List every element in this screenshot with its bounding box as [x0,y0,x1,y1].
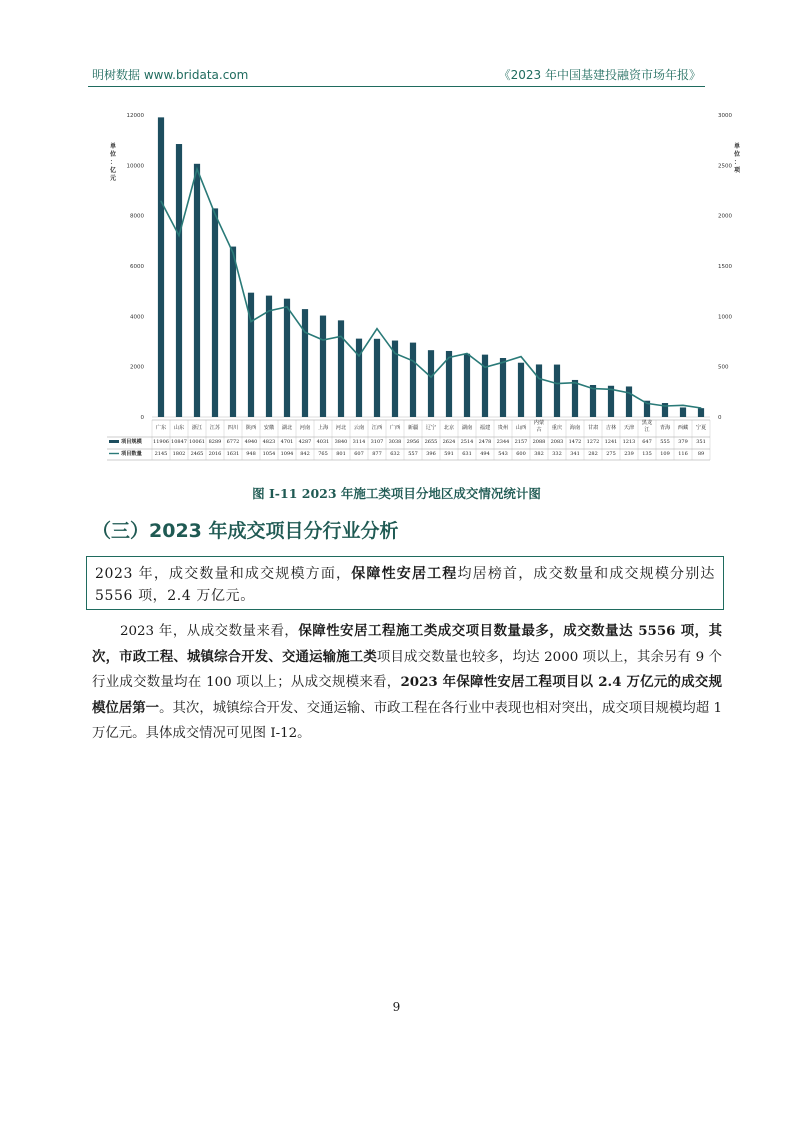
count-value-label: 1631 [226,451,240,457]
bar-value-label: 2344 [496,439,510,445]
category-label: 广东 [155,425,167,431]
category-label: 海南 [569,425,581,431]
y-left-tick-label: 12000 [126,113,144,119]
y-left-tick-label: 4000 [130,314,144,321]
bar [482,355,488,417]
bar [680,407,686,417]
line-point [376,328,377,329]
count-value-label: 591 [444,451,454,457]
category-label: 北京 [443,425,455,431]
line-point [646,403,647,404]
bar [536,364,542,417]
line-point [322,339,323,340]
count-value-label: 135 [642,451,652,457]
line-point [448,357,449,358]
bar-value-label: 3114 [352,439,366,445]
category-label: 浙江 [191,425,203,431]
line-point [700,407,701,408]
category-label: 山西 [515,425,527,431]
category-label: 江西 [371,425,383,431]
para-text-1: 2023 年，从成交数量来看， [120,624,299,639]
line-point [160,200,161,201]
line-point [664,405,665,406]
line-point [592,388,593,389]
line-point [466,353,467,354]
y-right-tick-label: 1000 [718,314,732,321]
para-text-3: 。其次，城镇综合开发、交通运输、市政工程在各行业中表现也相对突出，成交项目规模均超 1 万亿元。具体成交情况可见图 I-12。 [92,700,722,741]
region-chart [0,0,793,480]
bar [320,316,326,417]
line-point [628,392,629,393]
y-left-tick-label: 2000 [130,364,144,371]
category-label: 云南 [353,425,365,431]
count-value-label: 89 [697,451,705,457]
y-right-tick-label: 1500 [718,264,732,270]
count-value-label: 600 [516,451,526,457]
bar-value-label: 379 [678,439,688,445]
line-point [232,252,233,253]
category-label: 西藏 [677,425,689,431]
category-label: 天津 [623,425,635,431]
count-value-label: 801 [336,451,346,457]
y-right-tick-label: 2000 [718,213,732,220]
y-left-tick-label: 10000 [126,163,144,170]
line-point [556,383,557,384]
count-value-label: 842 [300,451,310,457]
bar-value-label: 4701 [280,439,294,445]
count-value-label: 1094 [280,451,294,457]
category-label: 山东 [173,425,185,431]
count-value-label: 632 [390,451,400,457]
category-label: 甘肃 [587,425,599,431]
count-value-label: 607 [354,451,364,457]
count-value-label: 877 [372,451,382,457]
chart-caption: 图 I-11 2023 年施工类项目分地区成交情况统计图 [252,486,541,501]
line-point [268,310,269,311]
bar-value-label: 647 [642,439,652,445]
category-label: 内蒙古 [533,420,545,433]
count-value-label: 2465 [190,451,204,457]
line-point [358,355,359,356]
category-label: 安徽 [263,425,275,431]
line-point [178,235,179,236]
bar [158,117,164,417]
count-value-label: 1802 [172,451,186,457]
line-point [484,367,485,368]
summary-box [86,556,724,610]
count-value-label: 631 [462,451,472,457]
bar-value-label: 2624 [442,439,456,445]
page-number: 9 [392,1000,401,1014]
bar [302,309,308,417]
bar-value-label: 2478 [478,439,492,445]
category-label: 陕西 [245,425,257,431]
bar-value-label: 2157 [514,439,528,445]
bar-value-label: 4940 [244,439,258,445]
category-label: 辽宁 [425,425,437,431]
category-label: 黑龙江 [641,420,653,433]
bar-value-label: 11906 [153,439,169,445]
category-label: 重庆 [551,425,563,431]
count-value-label: 341 [570,451,580,457]
bar [698,408,704,417]
legend-bar-swatch [109,440,119,443]
bar [356,339,362,417]
line-point [394,353,395,354]
count-value-label: 494 [480,451,490,457]
line-point [214,213,215,214]
bar-value-label: 1472 [568,439,582,445]
category-label: 广西 [389,425,401,431]
category-label: 湖北 [281,425,293,431]
bar [230,247,236,417]
bar [410,343,416,417]
line-point [502,362,503,363]
count-value-label: 109 [660,451,670,457]
bar-value-label: 6772 [226,439,240,445]
bar-value-label: 4287 [298,439,312,445]
bar-value-label: 10847 [171,439,187,445]
bar-value-label: 2514 [460,439,474,445]
count-value-label: 116 [678,451,688,457]
bar-value-label: 1241 [604,439,618,445]
bar [392,341,398,417]
count-value-label: 948 [246,451,256,457]
category-label: 江苏 [209,425,221,431]
count-value-label: 557 [408,451,418,457]
y-left-tick-label: 8000 [130,213,144,220]
summary-text-2: 均居榜首，成交数量和成交规模分别达 5556 项，2.4 万亿元。 [95,566,716,604]
category-label: 四川 [227,425,239,431]
y-left-tick-label: 6000 [130,264,144,270]
bar [266,296,272,417]
y-right-tick-label: 500 [718,364,729,371]
para-bold-1: 保障性安居工程施工类成交项目数量最多，成交数量达 5556 项，其次，市政工程、城镇综合开发、交通运输施工类 [92,623,722,665]
summary-text-1: 2023 年，成交数量和成交规模方面， [95,566,352,582]
bar-value-label: 4823 [262,439,276,445]
bar [374,339,380,417]
category-label: 宁夏 [695,425,707,431]
bar-value-label: 3840 [334,439,348,445]
line-point [538,378,539,379]
bar-value-label: 2083 [550,439,564,445]
bar-value-label: 351 [696,439,706,445]
bar-value-label: 3038 [388,439,402,445]
y-right-tick-label: 3000 [718,113,732,119]
y-right-tick-label: 0 [718,415,722,421]
bar [500,358,506,417]
count-value-label: 543 [498,451,508,457]
summary-bold-1: 保障性安居工程 [351,566,458,582]
y-right-tick-label: 2500 [718,163,732,170]
line-point [430,377,431,378]
analysis-paragraph [92,619,722,747]
bar [572,380,578,417]
section-title: （三）2023 年成交项目分行业分析 [92,520,399,542]
line-point [250,321,251,322]
bar [338,320,344,417]
bar [212,208,218,417]
count-value-label: 275 [606,451,616,457]
count-value-label: 282 [588,451,598,457]
para-bold-2: 2023 年保障性安居工程项目以 2.4 万亿元的成交规模位居第一 [92,674,722,716]
count-value-label: 1054 [262,451,276,457]
line-point [682,405,683,406]
count-value-label: 2016 [208,451,222,457]
left-unit-label: 单位：亿元 [110,143,117,182]
category-label: 贵州 [497,425,509,431]
line-point [286,306,287,307]
category-label: 福建 [479,425,491,431]
category-label: 河南 [299,425,311,431]
right-unit-label: 单位：项 [734,143,741,174]
category-label: 新疆 [407,425,419,431]
bar [194,164,200,417]
bar [554,365,560,417]
bar [626,386,632,417]
para-text-2: 项目成交数量也较多，均达 2000 项以上，其余另有 9 个行业成交数量均在 100 项以上；从成交规模来看， [92,649,722,690]
header-left: 明树数据 www.bridata.com [92,68,249,82]
bar [518,363,524,417]
count-value-label: 332 [552,451,562,457]
bar-value-label: 3107 [370,439,384,445]
category-label: 吉林 [605,425,617,431]
category-label: 青海 [659,425,671,431]
line-point [196,168,197,169]
line-point [520,356,521,357]
line-point [304,332,305,333]
count-value-label: 382 [534,451,544,457]
legend-bar-label: 项目规模 [121,439,142,445]
count-value-label: 765 [318,451,328,457]
count-value-label: 239 [624,451,634,457]
line-point [340,336,341,337]
bar [428,350,434,417]
bar-value-label: 1213 [622,439,636,445]
bar-value-label: 10061 [189,439,205,445]
line-point [610,389,611,390]
bar-value-label: 2956 [406,439,420,445]
bar-value-label: 8289 [208,439,222,445]
bar-value-label: 2088 [532,439,546,445]
category-label: 上海 [317,425,329,431]
bar [284,299,290,417]
legend-line-label: 项目数量 [121,451,142,457]
line-point [574,382,575,383]
count-value-label: 2145 [154,451,168,457]
bar-value-label: 1272 [586,439,600,445]
bar-value-label: 4031 [316,439,330,445]
bar [176,144,182,417]
y-left-tick-label: 0 [140,415,144,421]
category-label: 河北 [335,425,347,431]
category-label: 湖南 [461,425,473,431]
count-value-label: 396 [426,451,436,457]
bar [590,385,596,417]
bar-value-label: 555 [660,439,670,445]
line-point [412,360,413,361]
header-right: 《2023 年中国基建投融资市场年报》 [498,68,701,82]
bar-value-label: 2655 [424,439,438,445]
bar [464,354,470,417]
